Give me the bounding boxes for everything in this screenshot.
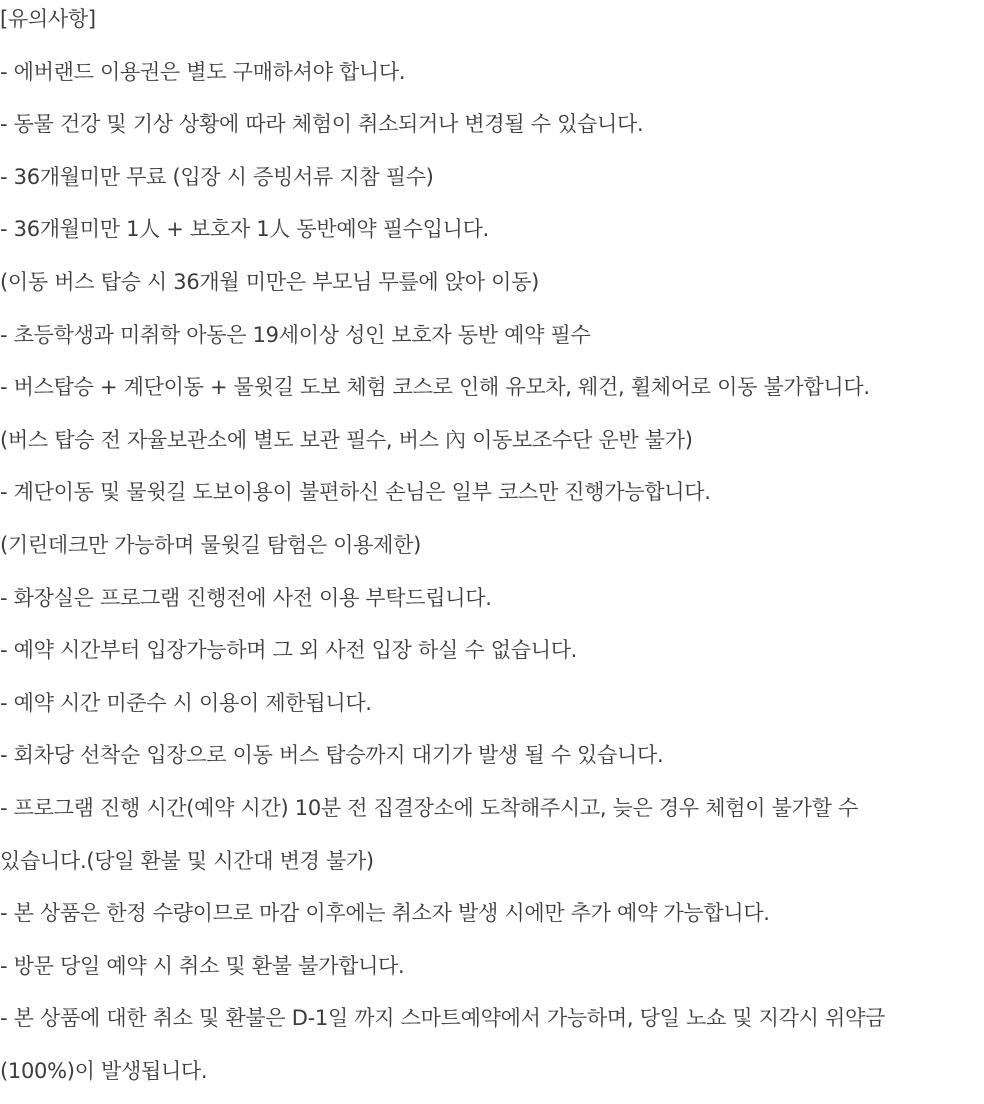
notice-line: (100%)이 발생됩니다. (0, 1058, 208, 1083)
notice-line: - 회차당 선착순 입장으로 이동 버스 탑승까지 대기가 발생 될 수 있습니다. (0, 743, 664, 768)
notice-line: - 36개월미만 1人 + 보호자 1人 동반예약 필수입니다. (0, 217, 489, 242)
notice-line: - 본 상품에 대한 취소 및 환불은 D-1일 까지 스마트예약에서 가능하며, 당일 노쇼 및 지각시 위약금 (0, 1006, 885, 1031)
notice-line: (이동 버스 탑승 시 36개월 미만은 부모님 무릎에 앉아 이동) (0, 269, 539, 294)
notice-line: (기린데크만 가능하며 물윗길 탐험은 이용제한) (0, 532, 422, 557)
notice-line: - 예약 시간부터 입장가능하며 그 외 사전 입장 하실 수 없습니다. (0, 638, 578, 663)
notice-line: - 에버랜드 이용권은 별도 구매하셔야 합니다. (0, 59, 406, 84)
notice-line: 있습니다.(당일 환불 및 시간대 변경 불가) (0, 848, 374, 873)
notice-line: - 본 상품은 한정 수량이므로 마감 이후에는 취소자 발생 시에만 추가 예약 가능합니다. (0, 901, 770, 926)
notice-line: - 예약 시간 미준수 시 이용이 제한됩니다. (0, 690, 372, 715)
notice-line: - 방문 당일 예약 시 취소 및 환불 불가합니다. (0, 953, 405, 978)
notice-line: - 초등학생과 미취학 아동은 19세이상 성인 보호자 동반 예약 필수 (0, 322, 591, 347)
notice-line: - 계단이동 및 물윗길 도보이용이 불편하신 손님은 일부 코스만 진행가능합니다. (0, 480, 711, 505)
notice-line: - 프로그램 진행 시간(예약 시간) 10분 전 집결장소에 도착해주시고, 늦은 경우 체험이 불가할 수 (0, 795, 858, 820)
notice-line: - 화장실은 프로그램 진행전에 사전 이용 부탁드립니다. (0, 585, 492, 610)
notice-line: - 36개월미만 무료 (입장 시 증빙서류 지참 필수) (0, 164, 434, 189)
notice-heading: [유의사항] (0, 7, 96, 31)
notice-line: - 버스탑승 + 계단이동 + 물윗길 도보 체험 코스로 인해 유모차, 웨건, 휠체어로 이동 불가합니다. (0, 375, 870, 400)
notice-line: - 동물 건강 및 기상 상황에 따라 체험이 취소되거나 변경될 수 있습니다. (0, 112, 644, 137)
notice-line: (버스 탑승 전 자율보관소에 별도 보관 필수, 버스 內 이동보조수단 운반 불가) (0, 427, 693, 452)
